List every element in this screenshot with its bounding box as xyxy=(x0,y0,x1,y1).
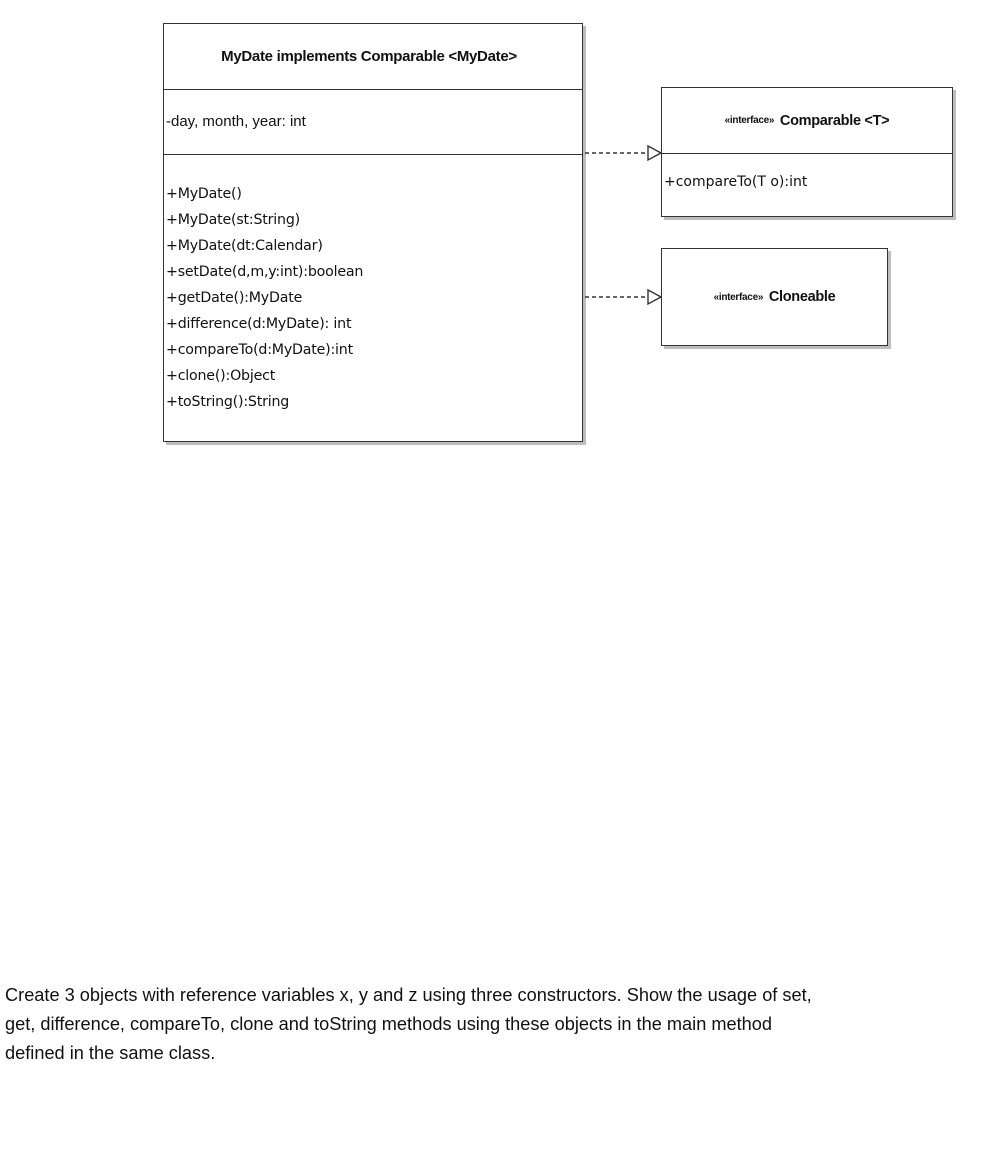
realization-connector-cloneable xyxy=(585,290,661,304)
hollow-arrowhead-icon xyxy=(648,290,661,304)
cloneable-interface-box xyxy=(661,248,888,346)
method-item: +getDate():MyDate xyxy=(166,290,303,306)
comparable-interface-box xyxy=(661,87,953,217)
class-methods xyxy=(164,154,582,415)
interface-name: Cloneable xyxy=(768,289,836,305)
class-title: MyDate implements Comparable <MyDate> xyxy=(221,48,517,65)
task-description xyxy=(5,981,980,1068)
method-item: +MyDate(dt:Calendar) xyxy=(166,238,323,254)
description-line: defined in the same class. xyxy=(5,1043,216,1063)
class-attributes xyxy=(164,89,582,154)
cloneable-interface-title xyxy=(662,249,887,345)
comparable-interface-title xyxy=(662,88,952,153)
description-line: Create 3 objects with reference variables x, y and z using three constructors. Show the usage of set, xyxy=(5,985,812,1005)
mydate-class-box xyxy=(163,23,583,442)
description-line: get, difference, compareTo, clone and toString methods using these objects in the main method xyxy=(5,1014,773,1034)
method-item: +toString():String xyxy=(166,394,290,410)
attribute-text: -day, month, year: int xyxy=(166,112,306,130)
interface-stereotype: «interface» xyxy=(713,291,764,303)
interface-name: Comparable <T> xyxy=(779,112,890,129)
method-item: +difference(d:MyDate): int xyxy=(166,316,352,332)
operation-text: +compareTo(T o):int xyxy=(664,174,808,190)
method-item: +MyDate(st:String) xyxy=(166,212,300,228)
method-item: +compareTo(d:MyDate):int xyxy=(166,342,353,358)
method-item: +setDate(d,m,y:int):boolean xyxy=(166,264,364,280)
hollow-arrowhead-icon xyxy=(648,146,661,160)
method-item: +MyDate() xyxy=(166,186,242,202)
interface-stereotype: «interface» xyxy=(724,115,775,126)
comparable-operations xyxy=(662,153,952,190)
realization-connector-comparable xyxy=(585,146,661,160)
method-item: +clone():Object xyxy=(166,368,276,384)
